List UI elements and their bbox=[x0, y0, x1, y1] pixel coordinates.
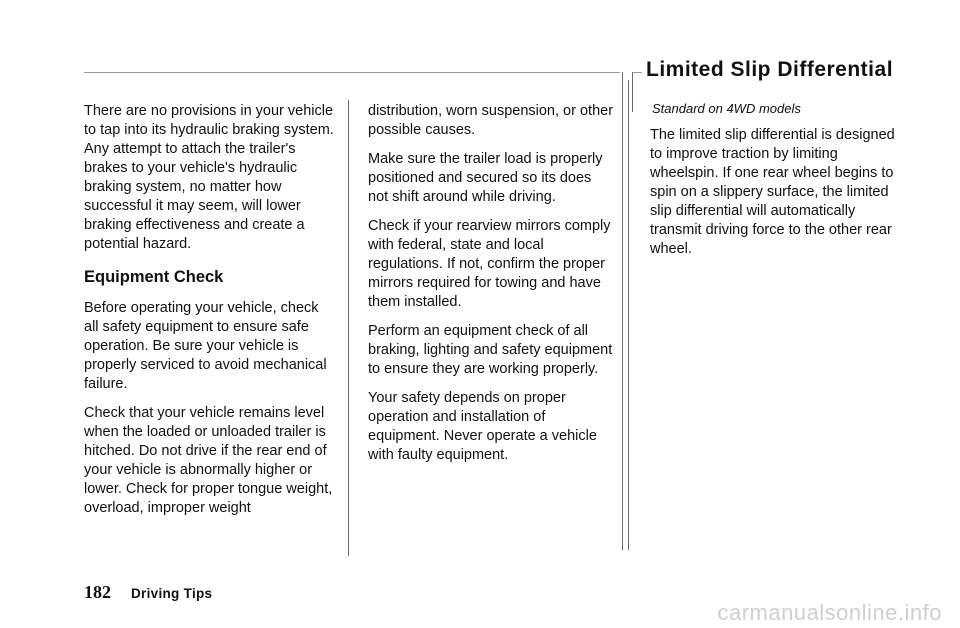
mirrors-paragraph: Check if your rearview mirrors comply with federal, state and local regulations. If not, confirm the proper mirrors required for towing and have them installed. bbox=[368, 218, 611, 310]
top-rule-right bbox=[632, 72, 642, 73]
right-column bbox=[650, 126, 908, 269]
column-divider-right-b bbox=[628, 80, 629, 550]
limited-slip-paragraph: The limited slip differential is designed to improve traction by limiting wheelspin. If one rear wheel begins to spin on a slippery surface, the limited slip differential will automatically transmit driving force to the other rear wheel. bbox=[650, 127, 895, 257]
left-column bbox=[84, 102, 336, 528]
middle-column bbox=[368, 102, 614, 475]
section-title: Limited Slip Differential bbox=[646, 58, 894, 81]
equipment-check-heading: Equipment Check bbox=[84, 268, 224, 286]
equipment-check-paragraph: Before operating your vehicle, check all safety equipment to ensure safe operation. Be sure your vehicle is properly serviced to avoid mechanical failure. bbox=[84, 300, 327, 392]
column-divider-right-c bbox=[632, 72, 633, 112]
safety-paragraph: Your safety depends on proper operation and installation of equipment. Never operate a vehicle with faulty equipment. bbox=[368, 390, 597, 463]
footer-section-label: Driving Tips bbox=[131, 586, 213, 601]
column-divider-right-a bbox=[622, 72, 623, 550]
equipment-check-all-paragraph: Perform an equipment check of all braking, lighting and safety equipment to ensure they are working properly. bbox=[368, 323, 613, 377]
level-check-paragraph: Check that your vehicle remains level when the loaded or unloaded trailer is hitched. Do not drive if the rear end of your vehicle is abnormally higher or lower. Check for proper tongue weight, overload, improper weight bbox=[84, 405, 333, 516]
watermark: carmanualsonline.info bbox=[717, 600, 942, 625]
continuation-paragraph: distribution, worn suspension, or other possible causes. bbox=[368, 103, 614, 138]
page-number: 182 bbox=[84, 582, 111, 602]
trailer-load-paragraph: Make sure the trailer load is properly positioned and secured so its does not shift around while driving. bbox=[368, 151, 603, 205]
column-divider-left bbox=[348, 100, 349, 556]
brake-warning-paragraph: There are no provisions in your vehicle to tap into its hydraulic braking system. Any attempt to attach the trailer's brakes to your vehicle's hydraulic braking system, no matter how successful it may seem, will lower braking effectiveness and create a potential hazard. bbox=[84, 103, 334, 252]
top-rule bbox=[84, 72, 620, 73]
section-subtitle: Standard on 4WD models bbox=[652, 101, 801, 116]
